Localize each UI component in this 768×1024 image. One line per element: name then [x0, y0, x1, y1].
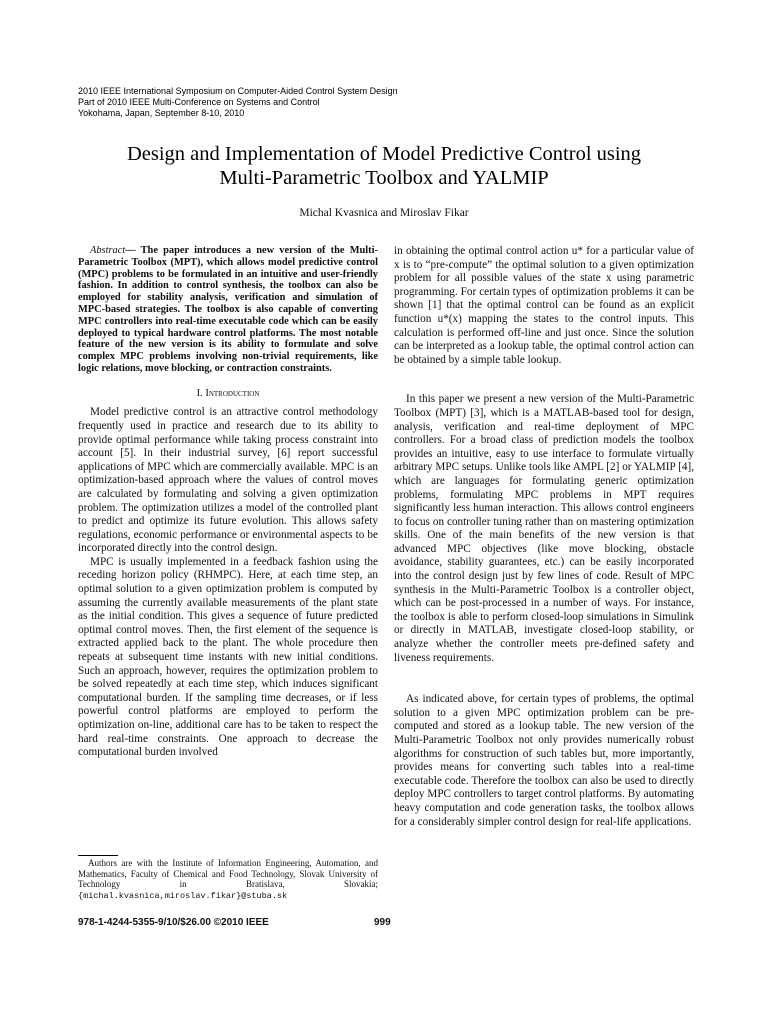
left-column: [78, 245, 378, 760]
footnote-email: {michal.kvasnica,miroslav.fikar}@stuba.sk: [78, 890, 288, 901]
paragraph-gap: [394, 367, 694, 393]
abstract-dash: —: [125, 245, 141, 256]
paper-title: [40, 142, 728, 190]
page-number: 999: [374, 917, 391, 928]
right-paragraph-1: in obtaining the optimal control action u* for a particular value of x is to “pre-compute” the optimal solution to a given optimization problem for all possible values of the state x using parametric programming. For certain types of optimization problems it can be shown [1] that the optimal control can be found as an explicit function u*(x) mapping the states to the control inputs. This calculation is performed off-line and just once. Since the solution can be interpreted as a lookup table, the optimal control action can be obtained by a simple table lookup.: [394, 245, 694, 366]
intro-paragraph-2: MPC is usually implemented in a feedback fashion using the receding horizon policy (RHMPC). Here, at each time step, an optimal solution to a given optimization problem is computed by assuming the currently available measurements of the plant state as the initial condition. This gives a sequence of future predicted optimal control moves. Then, the first element of the sequence is extracted applied back to the plant. The whole procedure then repeats at subsequent time instants with new initial conditions. Such an approach, however, requires the optimization problem to be solved repeatedly at each time step, which induces significant computational burden. If the sampling time decreases, or if less powerful control platforms are employed to perform the optimization on-line, additional care has to be taken to respect the hard real-time constraints. One approach to decrease the computational burden involved: [78, 555, 378, 759]
author-footnote: [78, 858, 378, 901]
right-paragraph-3: As indicated above, for certain types of problems, the optimal solution to a given MPC optimization problem can be pre-computed and stored as a lookup table. The new version of the Multi-Parametric Toolbox not only provides numerically robust algorithms for construction of such tables but, more importantly, provides means for converting such tables into a real-time executable code. Therefore the toolbox can also be used to directly deploy MPC controllers to target control platforms. By automating heavy computation and code generation tasks, the toolbox allows for a considerably simpler control design for real-life applications.: [394, 693, 694, 828]
paragraph-gap: [394, 665, 694, 693]
isbn-copyright: 978-1-4244-5355-9/10/$26.00 ©2010 IEEE: [78, 917, 269, 928]
right-paragraph-2: In this paper we present a new version of the Multi-Parametric Toolbox (MPT) [3], which is a MATLAB-based tool for design, analysis, verification and real-time deployment of MPC controllers. For a broad class of prediction models the toolbox provides an intuitive, easy to use interface to formulate virtually arbitrary MPC setups. Unlike tools like AMPL [2] or YALMIP [4], which are languages for formulating generic optimization problems, formulating MPC problems in MPT requires significantly less human interaction. This allows control engineers to focus on controller tuning rather than on mastering optimization skills. One of the main benefits of the new version is that advanced MPC objectives (like move blocking, obstacle avoidance, stability guarantees, etc.) can be easily incorporated into the control design just by few lines of code. Result of MPC synthesis in the Multi-Parametric Toolbox is a controller object, which can be post-processed in a number of ways. For instance, the toolbox is able to perform closed-loop simulations in Simulink or directly in MATLAB, investigate closed-loop stability, or analyze whether the controller meets pre-defined safety and liveness requirements.: [394, 393, 694, 664]
title-line-2: Multi-Parametric Toolbox and YALMIP: [219, 167, 549, 189]
footnote-text: Authors are with the Institute of Information Engineering, Automation, and Mathematics, Faculty of Chemical and Food Technology, Slovak University of Technology in Bratislava, Slovakia;: [78, 858, 378, 889]
title-line-1: Design and Implementation of Model Predictive Control using: [126, 143, 642, 165]
abstract-lead: Abstract: [90, 245, 126, 256]
intro-paragraph-1: Model predictive control is an attractive control methodology frequently used in practice and research due to its ability to provide optimal performance while taking process constraint into account [5]. In their industrial survey, [6] report successful applications of MPC which are commercially available. MPC is an optimization-based approach where the values of control moves are calculated by formulating and solving a given optimization problem. The optimization utilizes a model of the controlled plant to predict and optimize its future evolution. This allows safety regulations, economic performance or environmental aspects to be incorporated directly into the control design.: [78, 406, 378, 555]
abstract-text: The paper introduces a new version of the Multi-Parametric Toolbox (MPT), which allows model predictive control (MPC) problems to be formulated in an intuitive and user-friendly fashion. In addition to control synthesis, the toolbox can also be employed for stability analysis, verification and simulation of MPC-based strategies. The toolbox is also capable of converting MPC controllers into real-time executable code which can be easily deployed to typical hardware control platforms. The most notable feature of the new version is its ability to formulate and solve complex MPC problems involving non-trivial requirements, like logic relations, move blocking, or contraction constraints.: [78, 245, 378, 374]
authors: Michal Kvasnica and Miroslav Fikar: [299, 207, 469, 219]
header-line-1: 2010 IEEE International Symposium on Computer-Aided Control System Design: [78, 86, 398, 96]
conference-header: [78, 86, 398, 119]
section-heading-introduction: I. Introduction: [196, 387, 260, 399]
footnote-rule: [78, 855, 118, 856]
header-line-2: Part of 2010 IEEE Multi-Conference on Systems and Control: [78, 97, 320, 107]
abstract: [78, 245, 378, 375]
right-column: [394, 245, 694, 829]
header-line-3: Yokohama, Japan, September 8-10, 2010: [78, 108, 245, 118]
